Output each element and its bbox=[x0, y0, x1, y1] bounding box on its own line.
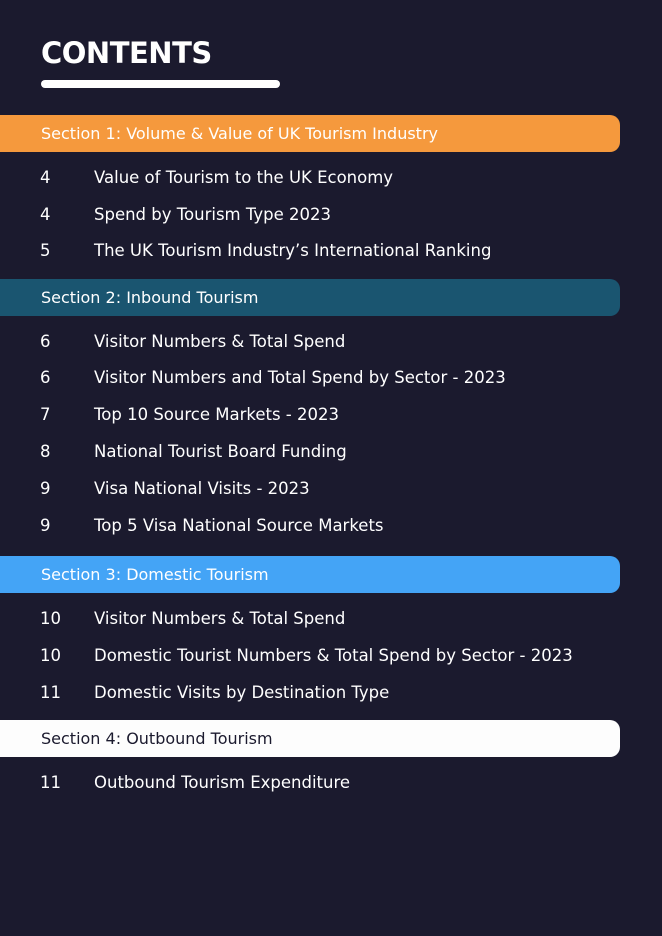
toc-page-number: 10 bbox=[40, 646, 61, 665]
toc-entry[interactable] bbox=[0, 606, 662, 632]
toc-entry-label: Domestic Tourist Numbers & Total Spend by Sector - 2023 bbox=[94, 646, 573, 665]
toc-page-number: 6 bbox=[40, 368, 51, 387]
toc-entry-label: Visitor Numbers & Total Spend bbox=[94, 609, 346, 628]
toc-entry-label: Top 5 Visa National Source Markets bbox=[94, 516, 384, 535]
toc-entry-label: Domestic Visits by Destination Type bbox=[94, 683, 390, 702]
toc-page-number: 4 bbox=[40, 168, 51, 187]
toc-entry[interactable] bbox=[0, 439, 662, 465]
toc-entry[interactable] bbox=[0, 643, 662, 669]
toc-entry[interactable] bbox=[0, 238, 662, 264]
toc-entry[interactable] bbox=[0, 365, 662, 391]
toc-entry-label: Spend by Tourism Type 2023 bbox=[94, 205, 332, 224]
toc-page-number: 11 bbox=[40, 683, 61, 702]
page-title: CONTENTS bbox=[41, 36, 212, 70]
toc-entry-label: Outbound Tourism Expenditure bbox=[94, 773, 351, 792]
toc-entry[interactable] bbox=[0, 202, 662, 228]
toc-entry-label: The UK Tourism Industry’s International Ranking bbox=[94, 241, 492, 260]
toc-entry-label: Visitor Numbers and Total Spend by Sector - 2023 bbox=[94, 368, 506, 387]
toc-page-number: 7 bbox=[40, 405, 51, 424]
toc-page-number: 9 bbox=[40, 479, 51, 498]
toc-page-number: 6 bbox=[40, 332, 51, 351]
toc-entry[interactable] bbox=[0, 513, 662, 539]
section-heading-1[interactable]: Section 1: Volume & Value of UK Tourism Industry bbox=[0, 115, 620, 152]
toc-entry[interactable] bbox=[0, 402, 662, 428]
section-heading-3[interactable]: Section 3: Domestic Tourism bbox=[0, 556, 620, 593]
toc-entry[interactable] bbox=[0, 770, 662, 796]
toc-entry-label: Value of Tourism to the UK Economy bbox=[94, 168, 394, 187]
toc-entry-label: National Tourist Board Funding bbox=[94, 442, 347, 461]
toc-entry-label: Visa National Visits - 2023 bbox=[94, 479, 310, 498]
title-underline bbox=[41, 80, 280, 88]
section-heading-4[interactable]: Section 4: Outbound Tourism bbox=[0, 720, 620, 757]
toc-page-number: 10 bbox=[40, 609, 61, 628]
toc-entry-label: Visitor Numbers & Total Spend bbox=[94, 332, 346, 351]
toc-entry[interactable] bbox=[0, 680, 662, 706]
toc-page-number: 11 bbox=[40, 773, 61, 792]
toc-entry-label: Top 10 Source Markets - 2023 bbox=[94, 405, 339, 424]
toc-entry[interactable] bbox=[0, 476, 662, 502]
toc-page-number: 9 bbox=[40, 516, 51, 535]
toc-page-number: 4 bbox=[40, 205, 51, 224]
toc-page-number: 5 bbox=[40, 241, 51, 260]
toc-page-number: 8 bbox=[40, 442, 51, 461]
toc-entry[interactable] bbox=[0, 165, 662, 191]
section-heading-2[interactable]: Section 2: Inbound Tourism bbox=[0, 279, 620, 316]
toc-entry[interactable] bbox=[0, 329, 662, 355]
